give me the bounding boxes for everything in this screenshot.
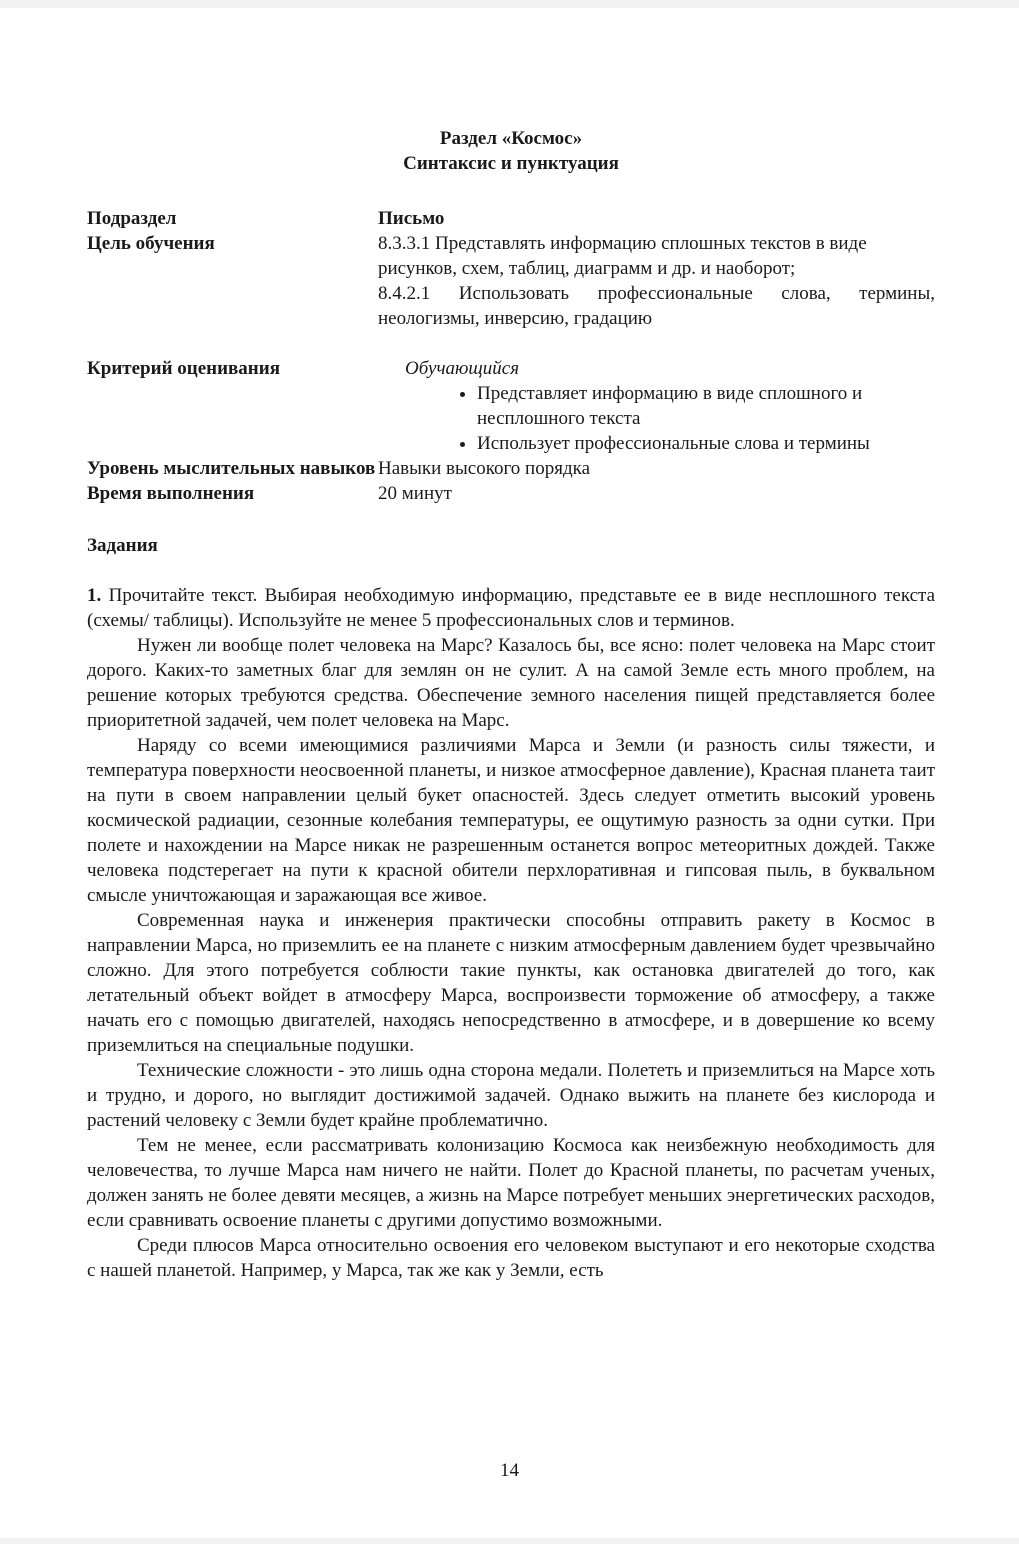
criterion-item: • Представляет информацию в виде сплошного и несплошного текста (477, 381, 935, 431)
meta-table (87, 206, 935, 506)
goal-value (378, 231, 935, 331)
criterion-value (378, 356, 935, 456)
meta-row-subsection (87, 206, 935, 231)
meta-row-goal (87, 231, 935, 331)
text-paragraph: Наряду со всеми имеющимися различиями Марса и Земли (и разность силы тяжести, и температура поверхности неосвоенной планеты, и низкое атмосферное давление), Красная планета таит на пути в своем направлении целый букет опасностей. Здесь следует отметить высокий уровень космической радиации, сезонные колебания температуры, ее ощутимую разность за одни сутки. При полете и нахождении на Марсе никак не разрешенным останется вопрос метеоритных дождей. Также человека подстерегает на пути к красной обители перхлоративная и гипсовая пыль, в буквальном смысле уничтожающая и заражающая все живое. (87, 735, 935, 906)
section-title: Раздел «Космос» (439, 128, 583, 149)
time-value: 20 минут (378, 483, 452, 504)
document-page (0, 8, 1019, 1538)
goal-item-2: 8.4.2.1 Использовать профессиональные слова, термины, неологизмы, инверсию, градацию (378, 283, 935, 329)
text-paragraph: Среди плюсов Марса относительно освоения его человеком выступают и его некоторые сходства с нашей планетой. Например, у Марса, так же как у Земли, есть (87, 1235, 935, 1281)
criterion-item: • Использует профессиональные слова и термины (477, 431, 935, 456)
task-1 (87, 583, 935, 633)
meta-row-criterion (87, 356, 935, 456)
reading-text (87, 633, 935, 1283)
time-label: Время выполнения (87, 483, 255, 504)
meta-row-time (87, 481, 935, 506)
text-paragraph: Тем не менее, если рассматривать колонизацию Космоса как неизбежную необходимость для человечества, то лучше Марса нам ничего не найти. Полет до Красной планеты, по расчетам ученых, должен занять не более девяти месяцев, а жизнь на Марсе потребует меньших энергетических расходов, если сравнивать освоение планеты с другими допустимо возможными. (87, 1135, 935, 1231)
task-number: 1. (87, 585, 102, 606)
level-value: Навыки высокого порядка (378, 458, 590, 479)
criterion-label: Критерий оценивания (87, 358, 280, 379)
page-content (87, 126, 935, 1283)
subsection-value: Письмо (378, 208, 445, 229)
subsection-label: Подраздел (87, 208, 177, 229)
subsection-title: Синтаксис и пунктуация (403, 153, 619, 174)
level-label: Уровень мыслительных навыков (87, 458, 376, 479)
criterion-intro: Обучающийся (405, 358, 520, 379)
text-paragraph: Технические сложности - это лишь одна сторона медали. Полететь и приземлиться на Марсе хоть и трудно, и дорого, но выглядит достижимой задачей. Однако выжить на планете без кислорода и растений человеку с Земли будет крайне проблематично. (87, 1060, 935, 1131)
goal-label: Цель обучения (87, 233, 215, 254)
tasks-title: Задания (87, 535, 158, 556)
task-text: Прочитайте текст. Выбирая необходимую информацию, представьте ее в виде несплошного текста (схемы/ таблицы). Используйте не менее 5 профессиональных слов и терминов. (87, 585, 936, 631)
text-paragraph: Нужен ли вообще полет человека на Марс? Казалось бы, все ясно: полет человека на Марс стоит дорого. Каких-то заметных благ для землян он не сулит. А на самой Земле есть много проблем, на решение которых требуются средства. Обеспечение земного населения пищей представляется более приоритетной задачей, чем полет человека на Марс. (87, 635, 935, 731)
text-paragraph: Современная наука и инженерия практически способны отправить ракету в Космос в направлении Марса, но приземлить ее на планете с низким атмосферным давлением будет чрезвычайно сложно. Для этого потребуется соблюсти такие пункты, как остановка двигателей до того, как летательный объект войдет в атмосферу Марса, воспроизвести торможение об атмосферу, а также начать его с помощью двигателей, находясь непосредственно в атмосфере, и в довершение ко всему приземлиться на специальные подушки. (87, 910, 935, 1056)
meta-row-level (87, 456, 935, 481)
criterion-list (405, 381, 935, 456)
goal-item-1: 8.3.3.1 Представлять информацию сплошных текстов в виде рисунков, схем, таблиц, диаграмм и др. и наоборот; (378, 233, 867, 279)
page-number: 14 (500, 1460, 519, 1481)
